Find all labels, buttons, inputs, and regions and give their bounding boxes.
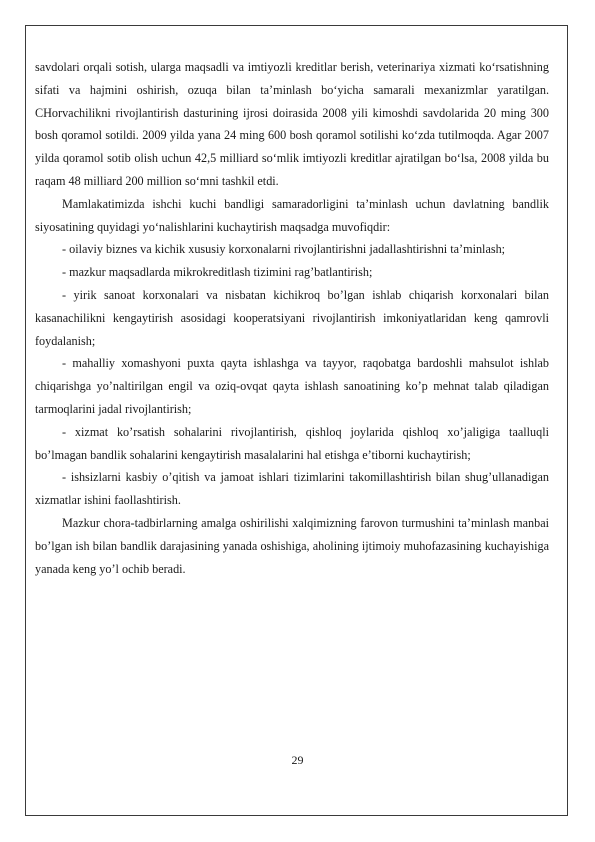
paragraph-conclusion: Mazkur chora-tadbirlarning amalga oshirilishi xalqimizning farovon turmushini ta’minlash manbai bo’lgan ish bilan bandlik darajasining yanada oshishiga, aholining ijtimoiy muhofazasining kuchayishiga yanada keng yo’l ochib beradi.	[35, 515, 549, 576]
document-body	[35, 56, 549, 580]
paragraph-1: savdolari orqali sotish, ularga maqsadli va imtiyozli kreditlar berish, veterinariya xizmati ko‘rsatishning sifati va hajmini oshirish, ozuqa bilan ta’minlash bo‘yicha samarali mexanizmlar yaratilgan. CHorvachilikni rivojlantirish dasturining ijrosi doirasida 2008 yili kimoshdi savdolarida 20 ming 300 bosh qoramol sotildi. 2009 yilda yana 24 ming 600 bosh qoramol sotilishi ko‘zda tutilmoqda. Agar 2007 yilda qoramol sotib olish uchun 42,5 milliard so‘mlik imtiyozli kreditlar ajratilgan bo‘lsa, 2008 yilda bu raqam 48 milliard 200 million so‘mni tashkil etdi.	[35, 60, 549, 188]
list-item-unemployed-training: - ishsizlarni kasbiy o’qitish va jamoat ishlari tizimlarini takomillashtirish bilan shug’ullanadigan xizmatlar ishini faollashtirish.	[35, 470, 549, 508]
list-item-family-business: - oilaviy biznes va kichik xususiy korxonalarni rivojlantirishni jadallashtirishni ta’minlash;	[62, 242, 506, 257]
paragraph-2: Mamlakatimizda ishchi kuchi bandligi samaradorligini ta’minlash uchun davlatning bandlik siyosatining quyidagi yo‘nalishlarini kuchaytirish maqsadga muvofiqdir:	[35, 196, 549, 234]
list-item-microcredit: - mazkur maqsadlarda mikrokreditlash tizimini rag’batlantirish;	[62, 265, 373, 280]
page-number: 29	[291, 753, 304, 767]
list-item-cooperation: - yirik sanoat korxonalari va nisbatan kichikroq bo’lgan ishlab chiqarish korxonalari bilan kasanachilikni kengaytirish asosidagi kooperatsiyani rivojlantirish imkoniyatlaridan keng qamrovli foydalanish;	[35, 287, 549, 348]
list-item-light-food-industry: - mahalliy xomashyoni puxta qayta ishlashga va tayyor, raqobatga bardoshli mahsulot ishlab chiqarishga yo’naltirilgan engil va oziq-ovqat qayta ishlash sanoatining ko’p mehnat talab qiladigan tarmoqlarini jadal rivojlantirish;	[35, 356, 549, 416]
list-item-services: - xizmat ko’rsatish sohalarini rivojlantirish, qishloq joylarida qishloq xo’jaligiga taalluqli bo’lmagan bandlik sohalarini kengaytirish masalalarini hal etishga e’tiborni kuchaytirish;	[35, 424, 549, 462]
